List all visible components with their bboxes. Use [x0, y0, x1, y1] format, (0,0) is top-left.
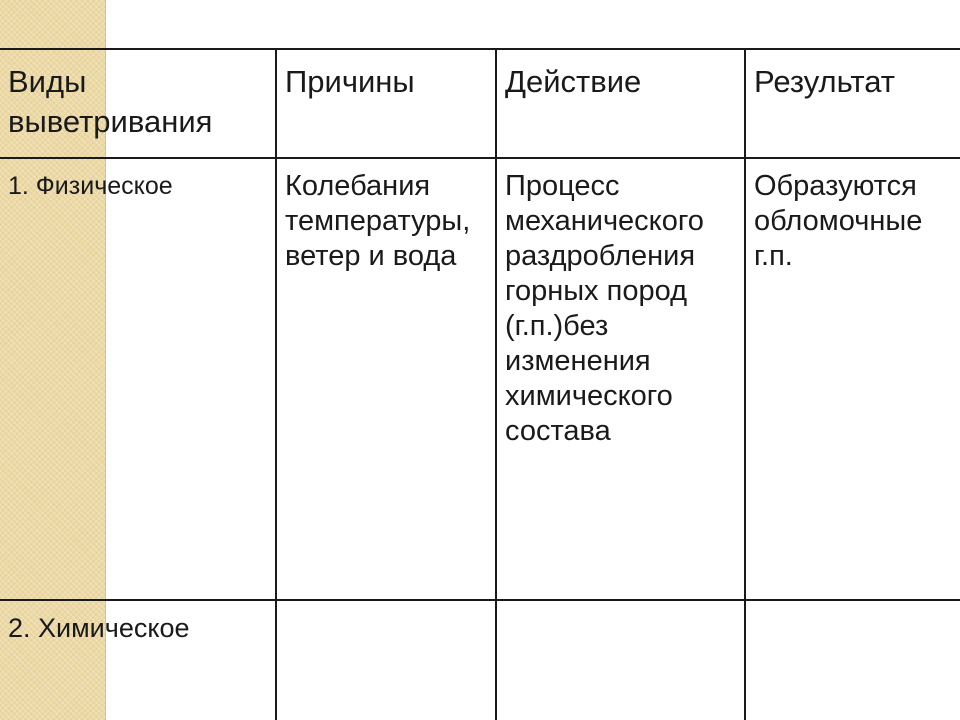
header-action-text: Действие: [505, 64, 642, 99]
header-cell-action: [496, 49, 745, 158]
header-cell-types: [0, 49, 276, 158]
row2-causes-cell: [276, 600, 496, 720]
row1-result-cell: [745, 158, 960, 600]
table-row: [0, 158, 960, 600]
header-result-text: Результат: [754, 64, 895, 99]
row1-causes-cell: [276, 158, 496, 600]
header-causes-text: Причины: [285, 64, 415, 99]
row2-type-cell: [0, 600, 276, 720]
row2-result-cell: [745, 600, 960, 720]
table-row: [0, 600, 960, 720]
row1-type-text: 1. Физическое: [8, 172, 173, 200]
row1-action-cell: [496, 158, 745, 600]
row1-causes-text: Колебания температуры, ветер и вода: [285, 170, 471, 272]
header-cell-causes: [276, 49, 496, 158]
row2-type-text: 2. Химическое: [8, 613, 190, 643]
row1-action-text: Процесс механического раздробления горных пород (г.п.)без изменения химического состава: [505, 170, 704, 447]
row2-action-cell: [496, 600, 745, 720]
row1-result-text: Образуются обломочные г.п.: [754, 170, 923, 272]
row1-type-cell: [0, 158, 276, 600]
table-header-row: [0, 49, 960, 158]
weathering-table: [0, 48, 960, 720]
header-types-text: Виды выветривания: [8, 64, 213, 139]
header-cell-result: [745, 49, 960, 158]
